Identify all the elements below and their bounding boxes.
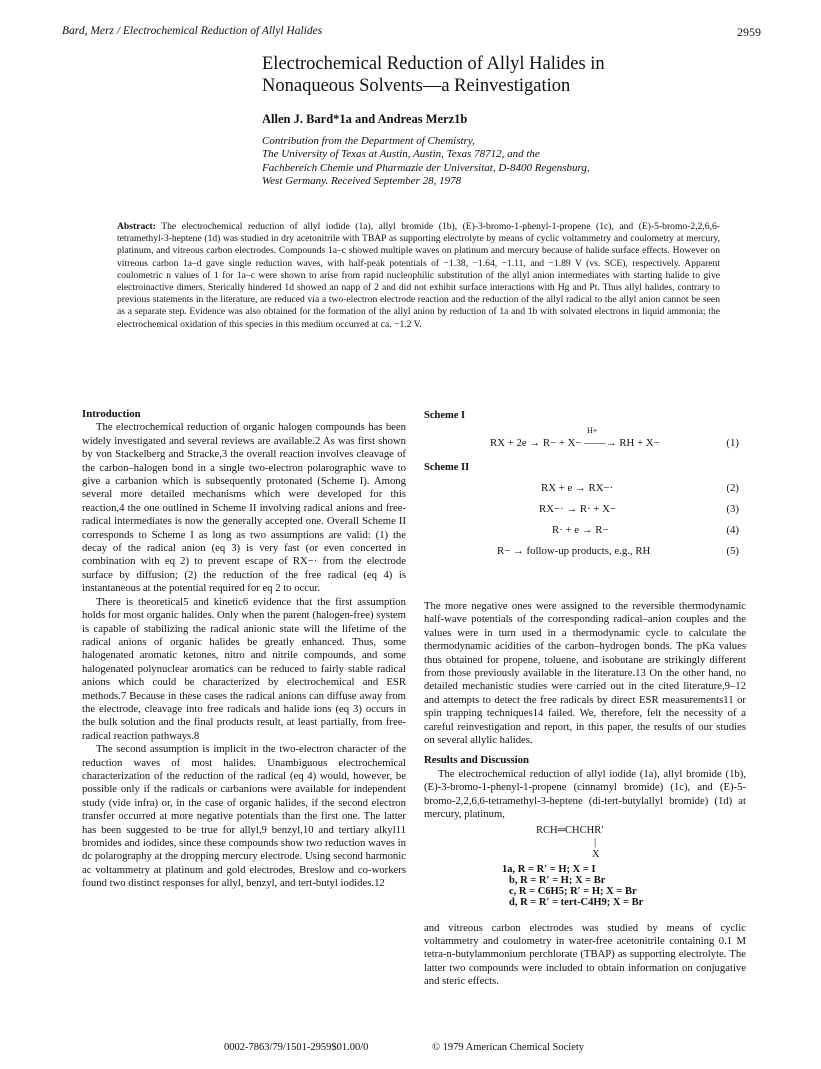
abstract-label: Abstract: [117, 221, 156, 232]
equation: RX−· → R· + X− [539, 503, 617, 515]
paragraph: The electrochemical reduction of allyl iodide (1a), allyl bromide (1b), (E)-3-bromo-1-phenyl-1-propene (cinnamyl bromide) (1c), and (E)-5-bromo-2,2,6,6-tetramethyl-3-heptene (di-tert-butylallyl bromide) (1d) at mercury, platinum, [424, 767, 746, 821]
structure-formula: RCH═CHCHR′ [536, 824, 604, 836]
section-heading: Results and Discussion [424, 754, 530, 767]
abstract [117, 221, 720, 331]
structure-entry: b, R = R′ = H; X = Br [509, 874, 606, 886]
title-line: Electrochemical Reduction of Allyl Halides in [262, 54, 605, 74]
structure-entry: 1a, R = R′ = H; X = I [502, 863, 596, 875]
structure-entry: d, R = R′ = tert-C4H9; X = Br [509, 896, 644, 908]
structure-bond: | [594, 836, 597, 848]
equation: RX + e → RX−· [541, 482, 614, 494]
footer-code: 0002-7863/79/1501-2959$01.00/0 [224, 1042, 369, 1053]
equation-number: (3) [726, 503, 739, 515]
equation-number: (2) [726, 482, 739, 494]
footer-copyright: © 1979 American Chemical Society [432, 1042, 585, 1053]
running-head: Bard, Merz / Electrochemical Reduction of Allyl Halides [62, 25, 323, 37]
paragraph: There is theoretical5 and kinetic6 evidence that the first assumption holds for most organic halides. Only when the parent (halogen-free) system is capable of stabilizing the radical anionic state will the lifetime of the radical anions of organic halides be greatly enhanced. Thus, some halogenated aromatic ketones, nitro and nitrile compounds, and some halogenated polynuclear aromatics can be reduced to fairly stable radical anions which could be characterized by electrochemical and ESR methods.7 Because in these cases the radical anions can diffuse away from the electrode, cleavage into free radicals and halide ions (eq 3) occurs in the bulk solution and the final products result, at least partially, from free-radical reaction pathways.8 [82, 595, 406, 742]
affiliation-line: Contribution from the Department of Chemistry, [262, 135, 475, 147]
structure-block [424, 822, 746, 922]
equation: R− → follow-up products, e.g., RH [497, 545, 651, 557]
paragraph: The electrochemical reduction of organic halogen compounds has been widely investigated and several reviews are available.2 As was first shown by von Stackelberg and Stracke,3 the overall reaction involves cleavage of the carbon–halogen bond in a single two-electron polarographic wave to give a carbanion which is subsequently protonated (Scheme I). Among several more detailed mechanisms which were developed for this reaction,4 the one outlined in Scheme II involving radical anions and free-radical intermediates is now the generally accepted one. Overall Scheme II corresponds to Scheme I as long as two assumptions are valid: (1) the decay of the radical anion (eq 3) is very fast (or even concerted in combination with eq 2) to prevent escape of RX−· from the electrode surface by diffusion; (2) the reduction of the free radical (eq 4) is instantaneous at the potential required for eq 2 to occur. [82, 421, 406, 595]
abstract-text: The electrochemical reduction of allyl iodide (1a), allyl bromide (1b), (E)-3-bromo-1-phenyl-1-propene (1c), and (E)-5-bromo-2,2,6,6-tetramethyl-3-heptene (1d) was studied in dry acetonitrile with TBAP as supporting electrolyte by means of cyclic voltammetry and coulometry at mercury, platinum, and vitreous carbon electrodes. Compounds 1a–c showed multiple waves on platinum and mercury because of halide surface effects. However on vitreous carbon 1a–d gave single reduction waves, with half-peak potentials of −1.38, −1.64, −1.11, and −1.89 V (vs. SCE), respectively. Apparent coulometric n values of 1 for 1a–c were shown to arise from rapid nucleophilic substitution of the allyl anion intermediates with starting halide to give electroinactive dimers. Sterically hindered 1d showed an napp of 2 and did not exhibit surface interactions with Hg and Pt. Thus allyl halides, contrary to previous statements in the literature, are reduced via a two-electron electrode reaction and the reduction of the allyl radical to the allyl anion cannot be seen as a separate step. Evidence was also obtained for the formation of the allyl anion by reduction of 1a and 1b with solvated electrons in liquid ammonia; the electrochemical oxidation of this species in this medium occurred at ca. −1.2 V. [117, 221, 720, 330]
affiliation-line: The University of Texas at Austin, Austin, Texas 78712, and the [262, 148, 540, 161]
section-heading: Introduction [82, 408, 141, 420]
affiliation-line: Fachbereich Chemie und Pharmazie der Universitat, D-8400 Regensburg, [262, 161, 590, 174]
right-column [424, 600, 746, 989]
affiliation [262, 135, 782, 188]
equation-number: (4) [726, 524, 739, 536]
equation-number: (5) [726, 545, 739, 557]
left-column [82, 408, 406, 891]
structure-entry: c, R = C6H5; R′ = H; X = Br [509, 885, 637, 897]
authors: Allen J. Bard*1a and Andreas Merz1b [262, 112, 468, 126]
affiliation-line: West Germany. Received September 28, 1978 [262, 174, 462, 187]
page-number: 2959 [737, 25, 761, 39]
scheme-title: Scheme II [424, 462, 470, 473]
equation-number: (1) [726, 437, 739, 449]
paragraph: and vitreous carbon electrodes was studied by means of cyclic voltammetry and coulometry in water-free acetonitrile containing 0.1 M tetra-n-butylammonium perchlorate (TBAP) as supporting electrolyte. The latter two compounds were included to obtain information on conjugative and steric effects. [424, 921, 746, 988]
scheme-title: Scheme I [424, 410, 466, 421]
paragraph: The more negative ones were assigned to the reversible thermodynamic half-wave potentials of the corresponding radical–anion couples and the values were in turn used in a thermodynamic cycle to calculate the thermodynamic acidities of the carbon–hydrogen bonds. The pKa values thus obtained for propene, toluene, and isobutane are strikingly different from those previously available in the literature.13 On the other hand, no detailed mechanistic studies were carried out in the cited literature,9–12 and attempts to detect the free radicals by direct ESR measurements11 or spin trapping techniques14 failed. We, therefore, felt the necessity of a careful reinvestigation and report, in this paper, the results of our studies on several allylic halides. [424, 600, 746, 747]
paper-title [262, 53, 782, 97]
paragraph: The second assumption is implicit in the two-electron character of the reduction waves of most halides. Unambiguous electrochemical characterization of the reduction of the radical (eq 4) would, however, be possible only if the radicals or carbanions were available for independent study (vide infra) or, in the case of organic halides, if the second electron transfer occurred at more negative potentials than the first one. The latter has been suggested to be true for allyl,9 benzyl,10 and tertiary alkyl11 bromides and iodides, since these compounds show two reduction waves in dc polarography at the dropping mercury electrode. Using second harmonic ac voltammetry at platinum and gold electrodes, Breslow and co-workers found two distinct responses for allyl, benzyl, and tert-butyl iodides.12 [82, 743, 406, 890]
structure-halogen: X [592, 848, 600, 860]
equation: R· + e → R− [552, 524, 609, 536]
arrow-label: H+ [587, 426, 598, 435]
equation: RX + 2e → R− + X− ——→ RH + X− [490, 437, 660, 449]
title-line: Nonaqueous Solvents—a Reinvestigation [262, 76, 571, 96]
